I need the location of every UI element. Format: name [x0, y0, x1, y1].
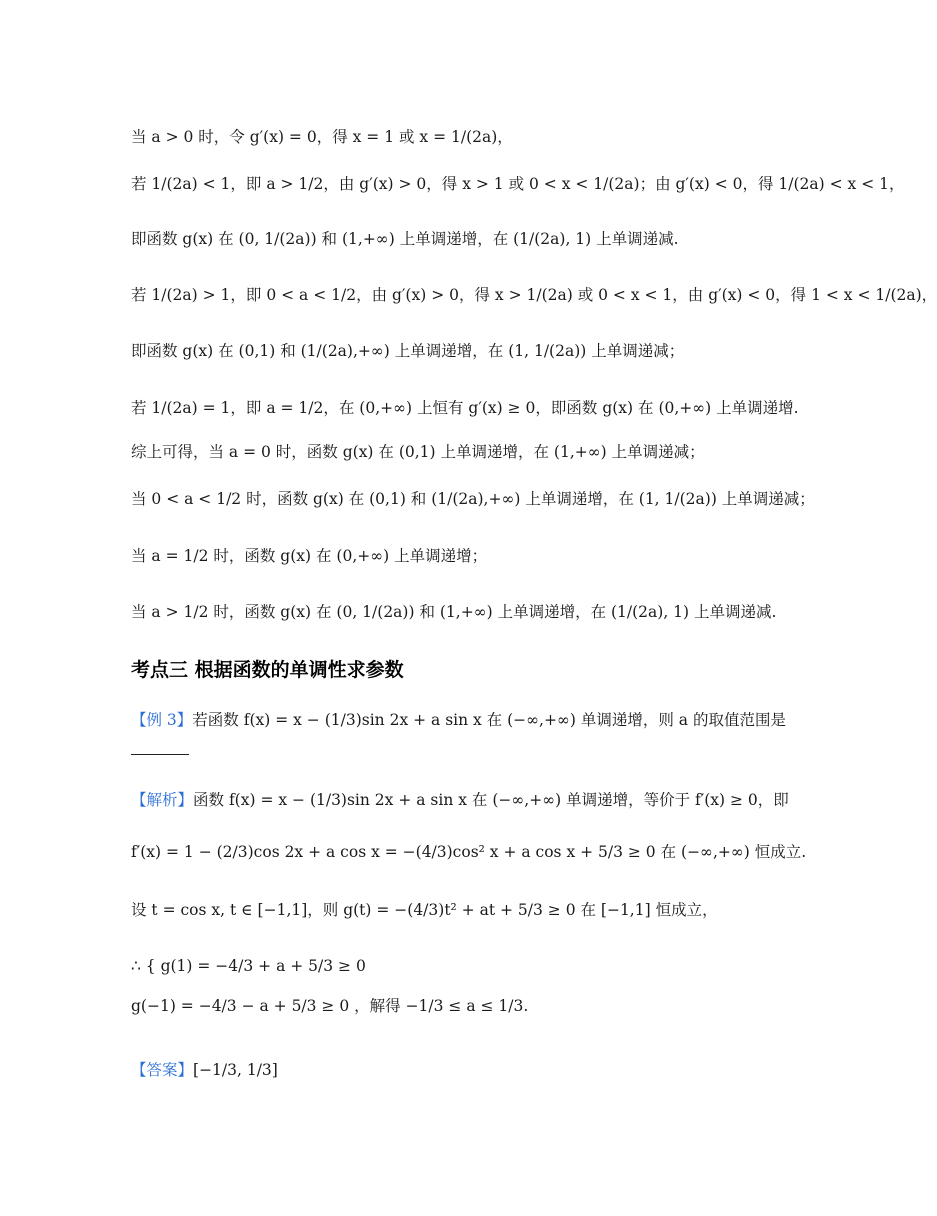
solution-line-4: 若 1/(2a) > 1，即 0 < a < 1/2，由 g′(x) > 0，得 x > 1/(2a) 或 0 < x < 1，由 g′(x) < 0，得 1 < x < 1/(2a)， — [131, 286, 937, 304]
analysis-text-1: 函数 f(x) = x − (1/3)sin 2x + a sin x 在 (−∞,+∞) 单调递增，等价于 f′(x) ≥ 0，即 — [193, 791, 789, 809]
analysis-line-1 — [131, 789, 789, 811]
solution-line-3: 即函数 g(x) 在 (0, 1/(2a)) 和 (1,+∞) 上单调递增，在 (1/(2a), 1) 上单调递减. — [131, 230, 679, 248]
example-text: 若函数 f(x) = x − (1/3)sin 2x + a sin x 在 (−∞,+∞) 单调递增，则 a 的取值范围是 — [192, 711, 786, 729]
answer-tag: 【答案】 — [131, 1061, 194, 1079]
solution-line-9: 当 a = 1/2 时，函数 g(x) 在 (0,+∞) 上单调递增； — [131, 547, 488, 565]
solution-line-7: 综上可得，当 a = 0 时，函数 g(x) 在 (0,1) 上单调递增，在 (1,+∞) 上单调递减； — [131, 443, 705, 461]
analysis-line-4a: ∴ { g(1) = −4/3 + a + 5/3 ≥ 0 — [131, 957, 366, 975]
solution-line-6: 若 1/(2a) = 1，即 a = 1/2，在 (0,+∞) 上恒有 g′(x) ≥ 0，即函数 g(x) 在 (0,+∞) 上单调递增. — [131, 399, 799, 417]
solution-line-10: 当 a > 1/2 时，函数 g(x) 在 (0, 1/(2a)) 和 (1,+∞) 上单调递增，在 (1/(2a), 1) 上单调递减. — [131, 603, 777, 621]
example-tag: 【例 3】 — [131, 711, 193, 729]
answer-line — [131, 1058, 278, 1080]
solution-line-2: 若 1/(2a) < 1，即 a > 1/2，由 g′(x) > 0，得 x > 1 或 0 < x < 1/(2a)；由 g′(x) < 0，得 1/(2a) < x < 1， — [131, 175, 905, 193]
answer-blank — [131, 738, 189, 755]
answer-value: [−1/3, 1/3] — [193, 1061, 278, 1079]
section-heading: 考点三 根据函数的单调性求参数 — [131, 659, 404, 681]
example-line — [131, 709, 786, 731]
analysis-line-4b: g(−1) = −4/3 − a + 5/3 ≥ 0 ，解得 −1/3 ≤ a ≤ 1/3. — [131, 997, 529, 1015]
analysis-line-2: f′(x) = 1 − (2/3)cos 2x + a cos x = −(4/3)cos² x + a cos x + 5/3 ≥ 0 在 (−∞,+∞) 恒成立. — [131, 843, 807, 861]
solution-line-1: 当 a > 0 时，令 g′(x) = 0，得 x = 1 或 x = 1/(2a)， — [131, 128, 513, 146]
solution-line-5: 即函数 g(x) 在 (0,1) 和 (1/(2a),+∞) 上单调递增，在 (1, 1/(2a)) 上单调递减； — [131, 342, 685, 360]
analysis-line-3: 设 t = cos x, t ∈ [−1,1]，则 g(t) = −(4/3)t² + at + 5/3 ≥ 0 在 [−1,1] 恒成立， — [131, 901, 718, 919]
analysis-tag: 【解析】 — [131, 791, 194, 809]
solution-line-8: 当 0 < a < 1/2 时，函数 g(x) 在 (0,1) 和 (1/(2a),+∞) 上单调递增，在 (1, 1/(2a)) 上单调递减； — [131, 490, 815, 508]
